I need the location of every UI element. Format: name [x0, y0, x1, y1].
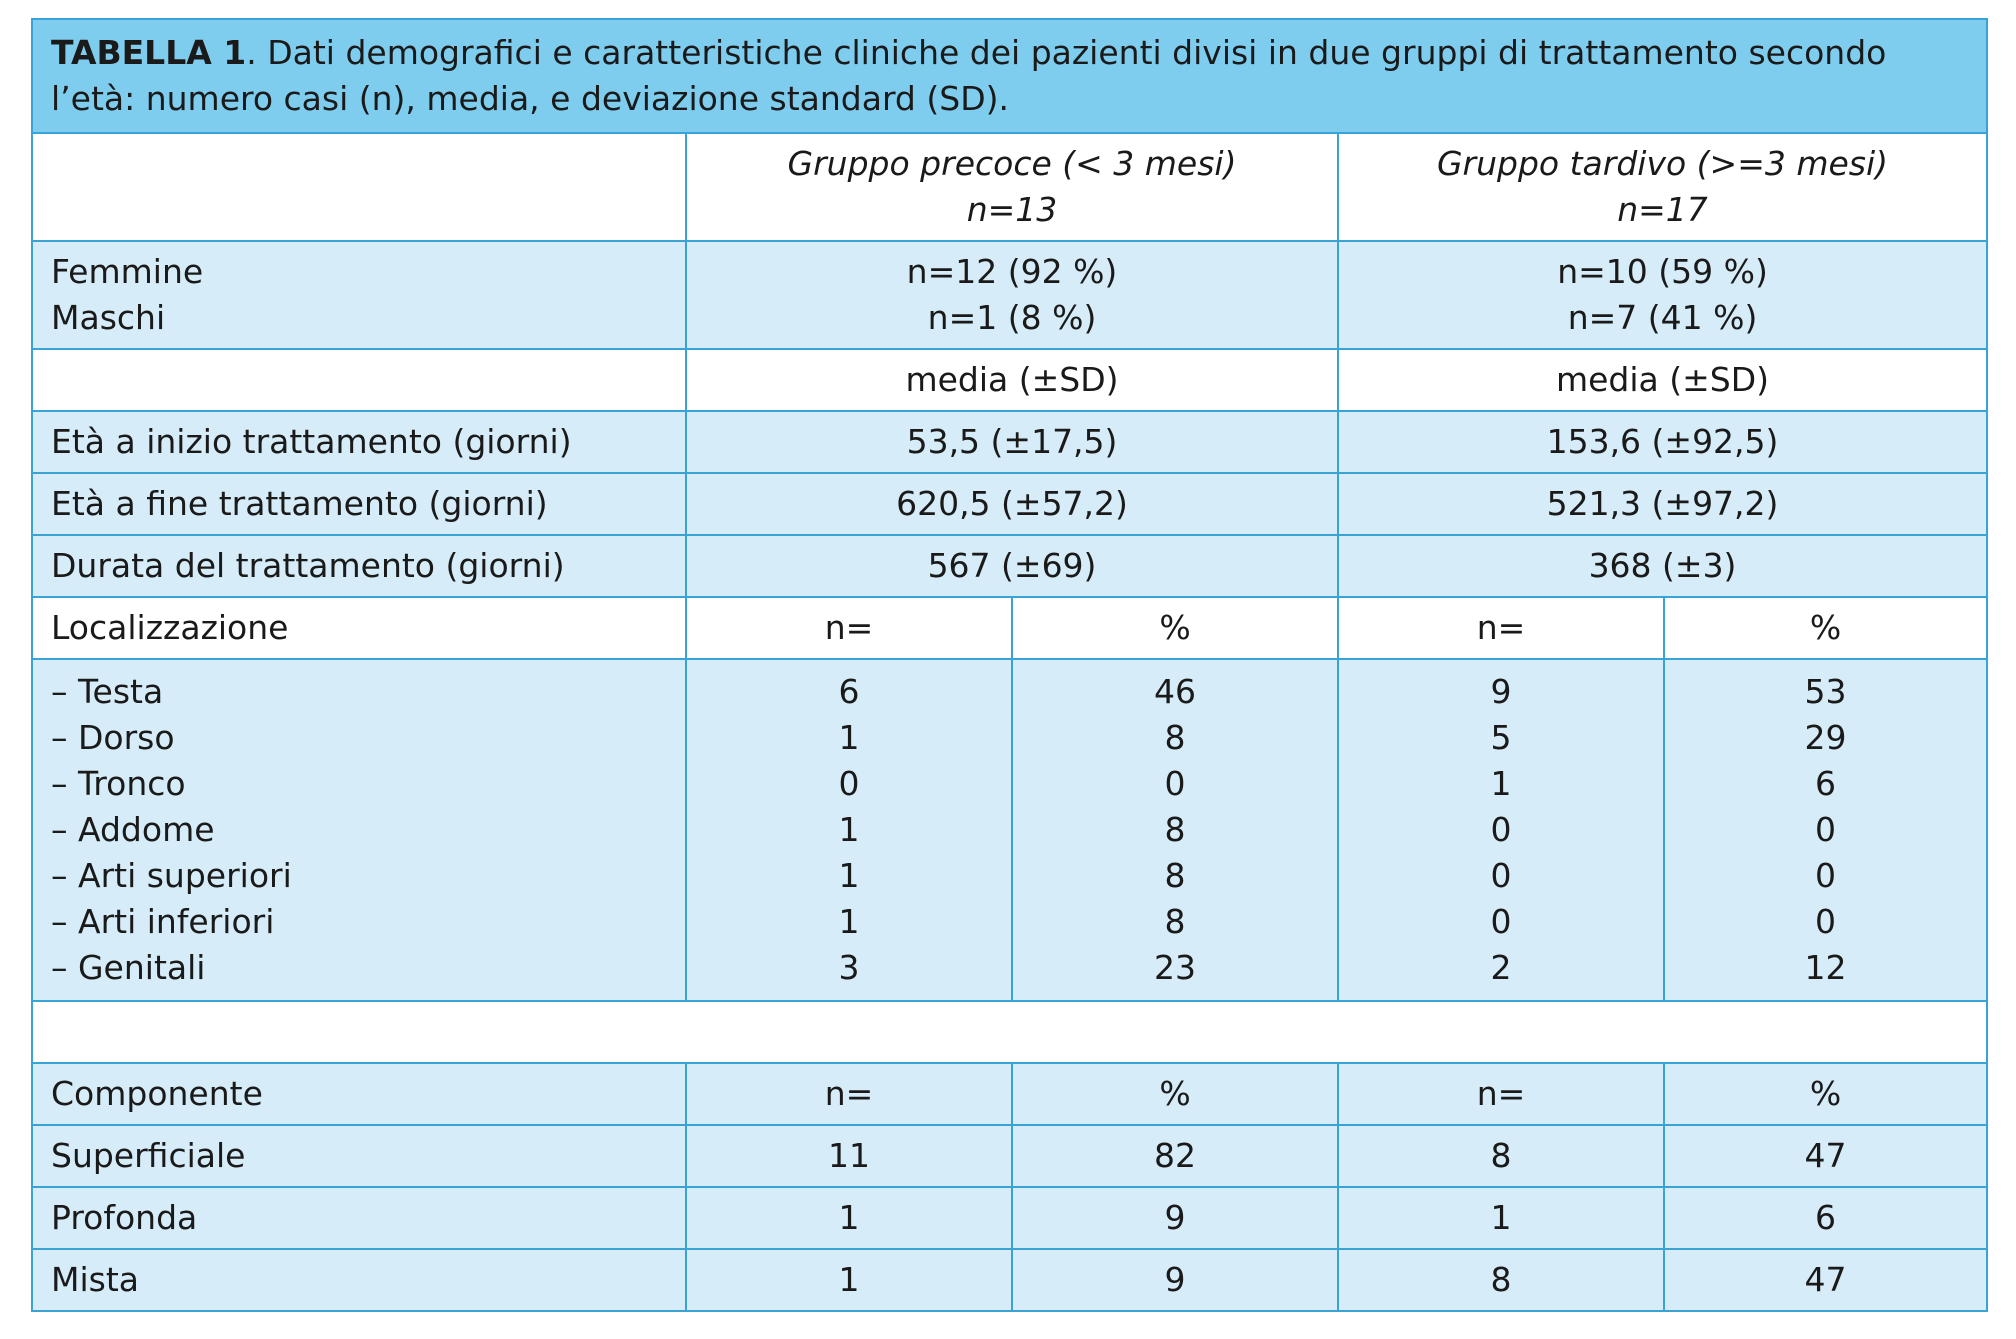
cell-value: 1 [838, 718, 860, 757]
column-header: % [1664, 597, 1987, 659]
demographics-table [31, 18, 1988, 1312]
cell-value: 2 [1490, 948, 1512, 987]
cell-value: 0 [838, 764, 860, 803]
sex-value: n=12 (92 %) [906, 252, 1118, 291]
component-label: Mista [32, 1249, 686, 1311]
localization-data-row [32, 659, 1987, 1001]
cell-value: 0 [1490, 810, 1512, 849]
column-header: n= [1338, 597, 1664, 659]
sex-value: n=10 (59 %) [1557, 252, 1768, 291]
sex-values-late [1338, 241, 1987, 349]
sex-value: n=1 (8 %) [927, 298, 1097, 337]
localization-label: – Arti superiori [51, 856, 292, 895]
group-header-late [1338, 133, 1987, 241]
table-caption-text: . Dati demografici e caratteristiche cliniche dei pazienti divisi in due gruppi di trattamento secondo l’età: numero casi (n), media, e deviazione standard (SD). [51, 33, 1887, 118]
table-caption-label: TABELLA 1 [51, 33, 247, 72]
group-header-empty [32, 133, 686, 241]
cell-value: 1 [1490, 764, 1512, 803]
localization-label: – Dorso [51, 718, 175, 757]
cell-value: 6 [838, 672, 860, 711]
cell-value: 12 [1804, 948, 1847, 987]
cell-value: 8 [1338, 1249, 1664, 1311]
cell-value: 0 [1164, 764, 1186, 803]
stats-value: 368 (±3) [1338, 535, 1987, 597]
spacer-cell [32, 1001, 1987, 1063]
cell-value: 3 [838, 948, 860, 987]
component-label: Superficiale [32, 1125, 686, 1187]
stats-value: 53,5 (±17,5) [686, 411, 1338, 473]
stats-label: Durata del trattamento (giorni) [32, 535, 686, 597]
table-caption [32, 19, 1987, 133]
component-header-row [32, 1063, 1987, 1125]
cell-value: 8 [1338, 1125, 1664, 1187]
cell-value: 1 [838, 810, 860, 849]
sex-label-male: Maschi [51, 298, 166, 337]
component-header-label: Componente [32, 1063, 686, 1125]
stats-header-empty [32, 349, 686, 411]
localization-header-label: Localizzazione [32, 597, 686, 659]
component-label: Profonda [32, 1187, 686, 1249]
column-header: n= [686, 597, 1012, 659]
stats-value: 567 (±69) [686, 535, 1338, 597]
cell-value: 8 [1164, 902, 1186, 941]
localization-col-late-n [1338, 659, 1664, 1001]
cell-value: 29 [1804, 718, 1847, 757]
group-header-early [686, 133, 1338, 241]
cell-value: 8 [1164, 856, 1186, 895]
cell-value: 6 [1815, 764, 1836, 803]
cell-value: 9 [1012, 1187, 1338, 1249]
localization-header-row [32, 597, 1987, 659]
component-row [32, 1249, 1987, 1311]
localization-col-early-pct [1012, 659, 1338, 1001]
localization-label: – Tronco [51, 764, 186, 803]
spacer-row [32, 1001, 1987, 1063]
group-count: n=13 [966, 190, 1058, 229]
sex-row [32, 241, 1987, 349]
stats-row [32, 535, 1987, 597]
component-row [32, 1187, 1987, 1249]
group-name: Gruppo precoce (< 3 mesi) [787, 144, 1237, 183]
cell-value: 0 [1815, 856, 1836, 895]
cell-value: 0 [1490, 902, 1512, 941]
cell-value: 46 [1154, 672, 1196, 711]
cell-value: 9 [1012, 1249, 1338, 1311]
cell-value: 11 [686, 1125, 1012, 1187]
stats-header-cell: media (±SD) [686, 349, 1338, 411]
column-header: n= [686, 1063, 1012, 1125]
cell-value: 6 [1664, 1187, 1987, 1249]
cell-value: 9 [1490, 672, 1512, 711]
localization-labels [32, 659, 686, 1001]
stats-value: 153,6 (±92,5) [1338, 411, 1987, 473]
localization-label: – Genitali [51, 948, 206, 987]
stats-value: 620,5 (±57,2) [686, 473, 1338, 535]
stats-label: Età a fine trattamento (giorni) [32, 473, 686, 535]
cell-value: 0 [1490, 856, 1512, 895]
stats-row [32, 473, 1987, 535]
component-row [32, 1125, 1987, 1187]
column-header: % [1664, 1063, 1987, 1125]
localization-label: – Arti inferiori [51, 902, 275, 941]
stats-label: Età a inizio trattamento (giorni) [32, 411, 686, 473]
stats-row [32, 411, 1987, 473]
localization-col-early-n [686, 659, 1012, 1001]
cell-value: 8 [1164, 718, 1186, 757]
cell-value: 8 [1164, 810, 1186, 849]
stats-value: 521,3 (±97,2) [1338, 473, 1987, 535]
sex-label-female: Femmine [51, 252, 204, 291]
stats-header-row [32, 349, 1987, 411]
sex-values-early [686, 241, 1338, 349]
cell-value: 1 [1338, 1187, 1664, 1249]
sex-labels [32, 241, 686, 349]
cell-value: 1 [686, 1249, 1012, 1311]
cell-value: 53 [1804, 672, 1847, 711]
localization-label: – Addome [51, 810, 215, 849]
stats-header-cell: media (±SD) [1338, 349, 1987, 411]
column-header: n= [1338, 1063, 1664, 1125]
cell-value: 0 [1815, 902, 1836, 941]
column-header: % [1012, 1063, 1338, 1125]
cell-value: 82 [1012, 1125, 1338, 1187]
sex-value: n=7 (41 %) [1567, 298, 1758, 337]
group-name: Gruppo tardivo (>=3 mesi) [1436, 144, 1889, 183]
cell-value: 1 [838, 902, 860, 941]
cell-value: 1 [686, 1187, 1012, 1249]
cell-value: 0 [1815, 810, 1836, 849]
cell-value: 23 [1154, 948, 1196, 987]
group-header-row [32, 133, 1987, 241]
column-header: % [1012, 597, 1338, 659]
cell-value: 1 [838, 856, 860, 895]
group-count: n=17 [1617, 190, 1708, 229]
cell-value: 5 [1490, 718, 1512, 757]
cell-value: 47 [1664, 1249, 1987, 1311]
localization-label: – Testa [51, 672, 164, 711]
cell-value: 47 [1664, 1125, 1987, 1187]
localization-col-late-pct [1664, 659, 1987, 1001]
table-title-row [32, 19, 1987, 133]
